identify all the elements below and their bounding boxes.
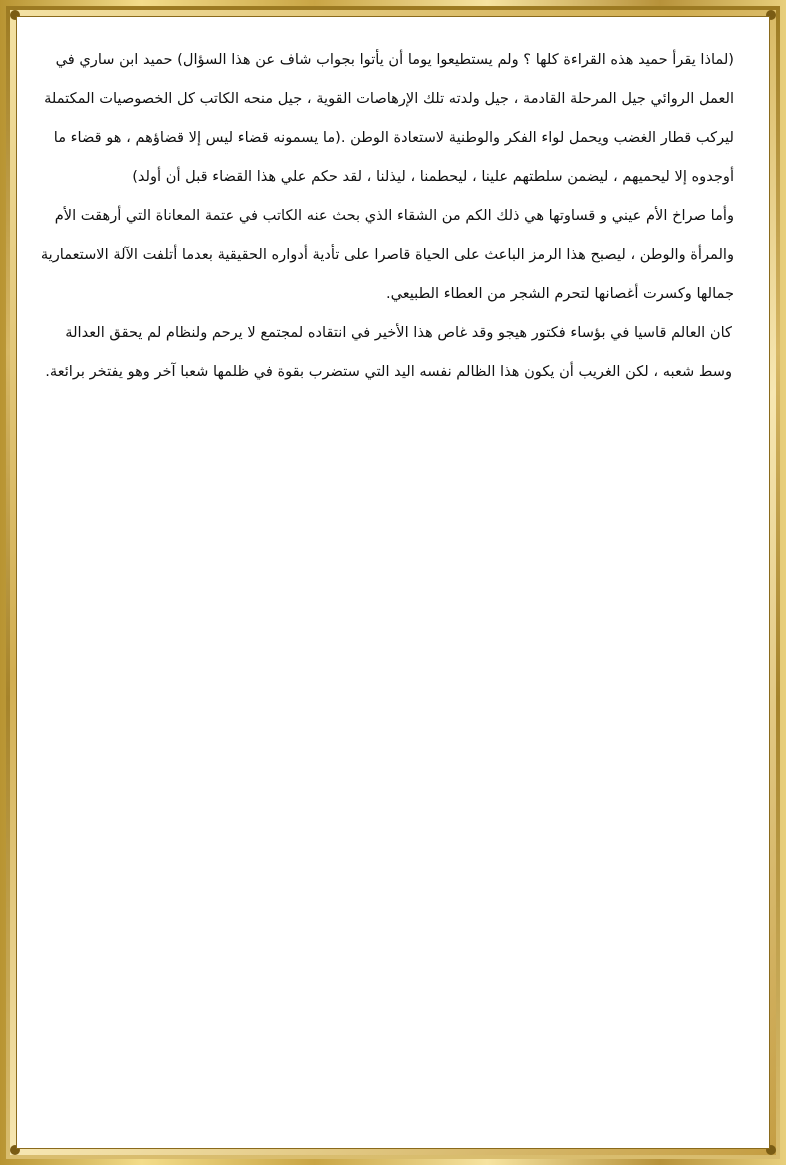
paragraph-victor-hugo: كان العالم قاسيا في بؤساء فكتور هيجو وقد غاص هذا الأخير في انتقاده لمجتمع لا يرحم ولنظام لم يحقق العدالة وسط شعبه ، لكن الغريب أن يكون هذا الظالم نفسه اليد التي ستضرب بقوة في ظلمها شعبا آخر وهو يفتخر برائعة. (45, 324, 732, 380)
article-body (36, 40, 734, 391)
paragraph-mother-scream: وأما صراخ الأم عيني و قساوتها هي ذلك الكم من الشقاء الذي بحث عنه الكاتب في عتمة المعاناة التي أرهقت الأم والمرأة والوطن ، ليصبح هذا الرمز الباعث على الحياة قاصرا على تأدية أدواره الحقيقية بعدما أتلفت الآلة الاستعمارية جمالها وكسرت أغصانها لتحرم الشجر من العطاء الطبيعي. (40, 207, 734, 302)
paragraph-hamid: (لماذا يقرأ حميد هذه القراءة كلها ؟ ولم يستطيعوا يوما أن يأتوا بجواب شاف عن هذا السؤال) حميد ابن ساري في العمل الروائي جيل المرحلة القادمة ، جيل ولدته تلك الإرهاصات القوية ، جيل منحه الكاتب كل الخصوصيات المكتملة ليركب قطار الغضب ويحمل لواء الفكر والوطنية لاستعادة الوطن .(ما يسمونه قضاء ليس إلا قضاؤهم ، هو قضاء ما أوجدوه إلا ليحميهم ، ليضمن سلطتهم علينا ، ليحطمنا ، ليذلنا ، لقد حكم علي هذا القضاء قبل أن أولد) (44, 51, 734, 185)
